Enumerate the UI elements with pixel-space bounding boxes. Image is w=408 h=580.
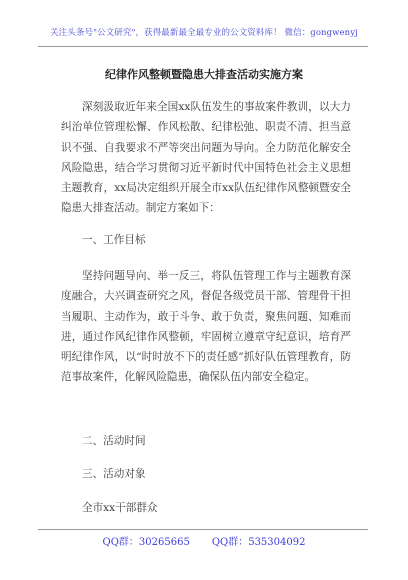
section-1-paragraph: 坚持问题导向、举一反三，将队伍管理工作与主题教育深度融合，大兴调查研究之风，督促各级党员干部、管理骨干担当履职、主动作为，敢于斗争、敢于负责，聚焦问题、知难而进，通过作风纪律作风整顿，牢固树立遵章守纪意识，培育严明纪律作风，以“时时放不下的责任感”抓好队伍管理教育，防范事故案件，化解风险隐患，确保队伍内部安全稳定。 (61, 270, 351, 384)
document-title: 纪律作风整顿暨隐患大排查活动实施方案 (105, 68, 303, 81)
section-1-body-block (61, 266, 351, 388)
intro-paragraph: 深刻汲取近年来全国xx队伍发生的事故案件教训，以大力纠治单位管理松懈、作风松散、纪律松弛、职责不清、担当意识不强、自我要求不严等突出问题为导向。全力防范化解安全风险隐患，结合学习贯彻习近平新时代中国特色社会主义思想主题教育，xx局决定组织开展全市xx队伍纪律作风整顿暨安全隐患大排查活动。制定方案如下： (61, 101, 351, 215)
footer-qq-group-1: QQ群：30265665 (102, 537, 190, 548)
header-banner: 关注头条号"公文研究"，获得最新最全最专业的公文资料库！ 微信：gongwenyj (50, 28, 358, 38)
section-3-heading: 三、活动对象 (82, 468, 146, 480)
footer-qq-group-2: QQ群：535304092 (211, 537, 306, 548)
section-2-heading: 二、活动时间 (82, 435, 146, 447)
section-1-heading: 一、工作目标 (82, 234, 146, 246)
intro-paragraph-block (61, 97, 351, 219)
header-divider (38, 46, 368, 47)
footer (0, 533, 408, 548)
footer-divider (38, 529, 368, 530)
section-3-paragraph: 全市xx干部群众 (82, 502, 158, 514)
